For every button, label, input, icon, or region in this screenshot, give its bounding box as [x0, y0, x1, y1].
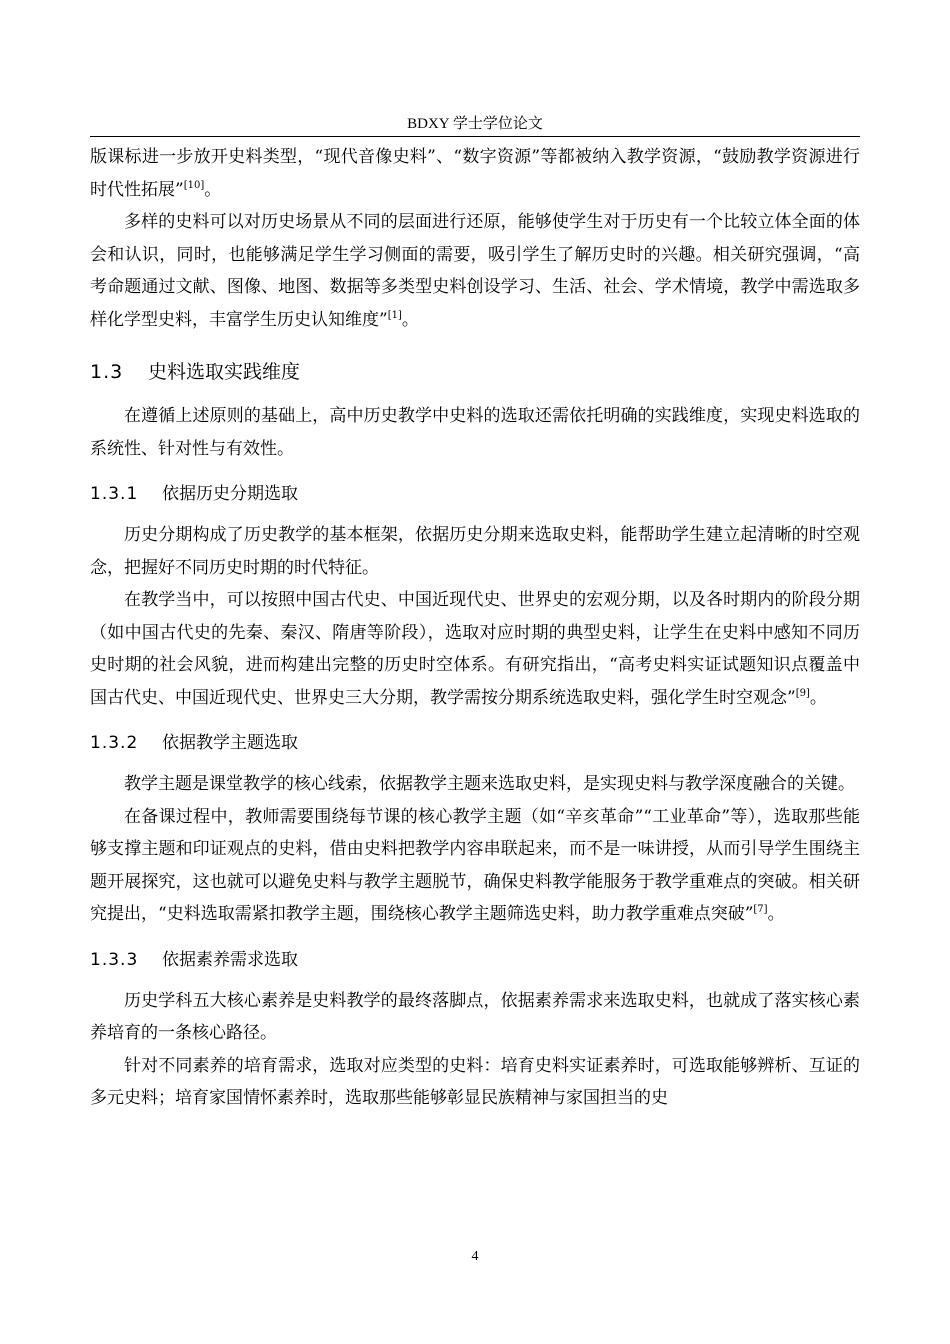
paragraph — [90, 141, 860, 206]
paragraph-text: 历史分期构成了历史教学的基本框架，依据历史分期来选取史料，能帮助学生建立起清晰的时空观念，把握好不同历史时期的时代特征。 — [90, 525, 860, 578]
paragraph-text: 在遵循上述原则的基础上，高中历史教学中史料的选取还需依托明确的实践维度，实现史料选取的系统性、针对性与有效性。 — [90, 406, 860, 459]
citation-marker: [9] — [795, 687, 810, 699]
paragraph-end-punct: 。 — [204, 179, 222, 200]
body-text — [90, 141, 860, 1115]
section-heading — [90, 356, 860, 388]
paragraph-text: 多样的史料可以对历史场景从不同的层面进行还原，能够使学生对于历史有一个比较立体全面的体会和认识，同时，也能够满足学生学习侧面的需要，吸引学生了解历史时的兴趣。相关研究强调，“高考命题通过文献、图像、地图、数据等多类型史料创设学习、生活、社会、学术情境，教学中需选取多样化学型史料，丰富学生历史认知维度” — [90, 212, 860, 330]
subsection-heading — [90, 479, 860, 509]
citation-marker: [7] — [753, 904, 768, 915]
heading-number: 1.3.2 — [90, 733, 139, 753]
paragraph — [90, 1050, 860, 1115]
paragraph-text: 在备课过程中，教师需要围绕每节课的核心教学主题（如“辛亥革命”“工业革命”等），选取那些能够支撑主题和印证观点的史料，借由史料把教学内容串联起来，而不是一味讲授，从而引导学生围绕主题开展探究，这也就可以避免史料与教学主题脱节，确保史料教学能服务于教学重难点的突破。相关研究提出，“史料选取需紧扣教学主题，围绕核心教学主题筛选史料，助力教学重难点突破” — [90, 806, 860, 924]
heading-title: 依据素养需求选取 — [162, 949, 298, 970]
paragraph-text: 历史学科五大核心素养是史料教学的最终落脚点，依据素养需求来选取史料，也就成了落实核心素养培育的一条核心路径。 — [90, 990, 860, 1043]
paragraph-text: 版课标进一步放开史料类型，“现代音像史料”、“数字资源”等都被纳入教学资源，“鼓励教学资源进行时代性拓展” — [90, 147, 860, 200]
heading-number: 1.3 — [90, 361, 124, 383]
heading-title: 史料选取实践维度 — [148, 361, 301, 383]
paragraph — [90, 768, 860, 801]
heading-number: 1.3.1 — [90, 484, 139, 504]
citation-marker: [10] — [183, 179, 205, 191]
paragraph-text: 教学主题是课堂教学的核心线索，依据教学主题来选取史料，是实现史料与教学深度融合的关键。 — [124, 774, 855, 794]
paragraph-text: 针对不同素养的培育需求，选取对应类型的史料：培育史料实证素养时，可选取能够辨析、互证的多元史料；培育家国情怀素养时，选取那些能够彰显民族精神与家国担当的史 — [90, 1055, 860, 1108]
page-number: 4 — [471, 1249, 479, 1264]
paragraph — [90, 519, 860, 584]
paragraph-text: 在教学当中，可以按照中国古代史、中国近现代史、世界史的宏观分期，以及各时期内的阶段分期（如中国古代史的先秦、秦汉、隋唐等阶段），选取对应时期的典型史料，让学生在史料中感知不同历史时期的社会风貌，进而构建出完整的历史时空体系。有研究指出，“高考史料实证试题知识点覆盖中国古代史、中国近现代史、世界史三大分期，教学需按分期系统选取史料，强化学生时空观念” — [90, 590, 860, 708]
subsection-heading — [90, 945, 860, 975]
paragraph-end-punct: 。 — [401, 309, 419, 330]
paragraph-end-punct: 。 — [767, 904, 785, 924]
heading-title: 依据历史分期选取 — [162, 484, 298, 504]
paragraph — [90, 206, 860, 336]
paragraph — [90, 400, 860, 465]
citation-marker: [1] — [387, 309, 402, 321]
running-header: BDXY 学士学位论文 — [407, 116, 543, 132]
paragraph-end-punct: 。 — [809, 687, 827, 708]
paragraph — [90, 801, 860, 931]
paragraph — [90, 584, 860, 714]
paragraph — [90, 985, 860, 1050]
header-rule — [90, 136, 860, 137]
subsection-heading — [90, 728, 860, 758]
heading-number: 1.3.3 — [90, 949, 139, 970]
heading-title: 依据教学主题选取 — [162, 733, 298, 753]
